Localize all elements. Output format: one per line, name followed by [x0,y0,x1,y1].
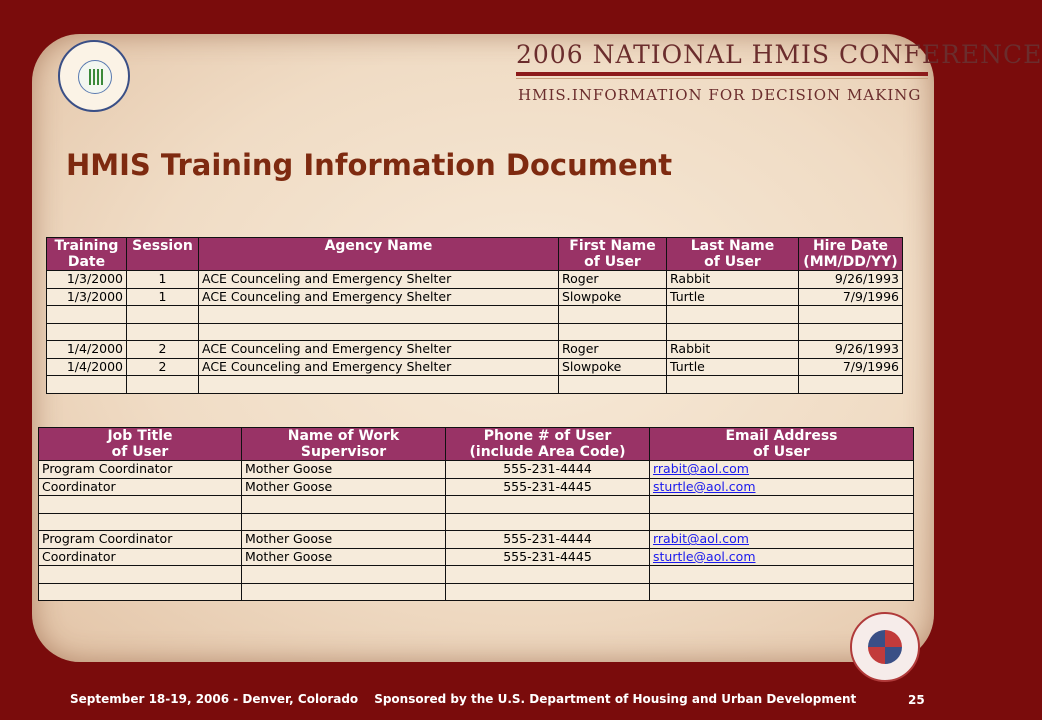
first-name-cell: Roger [559,271,667,289]
document-title: HMIS Training Information Document [66,148,673,182]
training-header-row [47,238,903,271]
table-row [39,513,914,531]
job-title-cell [39,566,242,584]
first-name-cell: Slowpoke [559,288,667,306]
training-date-cell: 1/4/2000 [47,341,127,359]
email-link[interactable]: sturtle@aol.com [653,548,756,564]
conference-title: 2006 NATIONAL HMIS CONFERENCE [516,40,1042,69]
supervisor-cell: Mother Goose [242,548,446,566]
table-row [47,376,903,394]
hire-date-cell: 7/9/1996 [799,358,903,376]
col-job-title: Job Title of User [39,428,242,461]
email-cell [650,531,914,549]
table-row [39,461,914,479]
phone-cell: 555-231-4445 [446,548,650,566]
agency-cell: ACE Counceling and Emergency Shelter [199,358,559,376]
hud-seal-icon [58,40,130,112]
col-session: Session [127,238,199,271]
session-cell [127,323,199,341]
training-date-cell: 1/4/2000 [47,358,127,376]
conference-subtitle: HMIS.INFORMATION FOR DECISION MAKING [518,86,922,104]
table-row [47,358,903,376]
page-number: 25 [908,693,925,707]
first-name-cell: Roger [559,341,667,359]
supervisor-cell: Mother Goose [242,461,446,479]
supervisor-cell [242,583,446,601]
session-cell [127,376,199,394]
email-cell [650,513,914,531]
training-date-cell [47,376,127,394]
table-row [39,548,914,566]
hire-date-cell [799,306,903,324]
footer-sponsor: Sponsored by the U.S. Department of Housing and Urban Development [374,692,857,706]
hire-date-cell [799,376,903,394]
session-cell [127,306,199,324]
col-phone: Phone # of User (include Area Code) [446,428,650,461]
email-cell [650,496,914,514]
first-name-cell [559,376,667,394]
table-row [47,306,903,324]
agency-cell [199,376,559,394]
supervisor-cell: Mother Goose [242,531,446,549]
col-hire-date: Hire Date (MM/DD/YY) [799,238,903,271]
first-name-cell [559,306,667,324]
col-supervisor: Name of Work Supervisor [242,428,446,461]
job-title-cell: Program Coordinator [39,531,242,549]
phone-cell: 555-231-4444 [446,531,650,549]
last-name-cell [667,323,799,341]
email-cell [650,461,914,479]
phone-cell [446,496,650,514]
job-title-cell: Coordinator [39,478,242,496]
job-title-cell: Coordinator [39,548,242,566]
last-name-cell: Turtle [667,288,799,306]
training-date-cell: 1/3/2000 [47,271,127,289]
table-row [39,531,914,549]
phone-cell [446,583,650,601]
last-name-cell: Rabbit [667,341,799,359]
phone-cell [446,513,650,531]
last-name-cell [667,376,799,394]
session-cell: 2 [127,341,199,359]
table-row [39,566,914,584]
job-title-cell [39,496,242,514]
email-link[interactable]: rrabit@aol.com [653,531,749,547]
header-rule [516,72,928,76]
training-date-cell: 1/3/2000 [47,288,127,306]
hire-date-cell: 9/26/1993 [799,341,903,359]
table-row [47,271,903,289]
hire-date-cell [799,323,903,341]
table-row [47,341,903,359]
table-row [47,323,903,341]
first-name-cell: Slowpoke [559,358,667,376]
email-cell [650,566,914,584]
table-row [47,288,903,306]
training-date-cell [47,323,127,341]
agency-cell: ACE Counceling and Emergency Shelter [199,288,559,306]
table-row [39,478,914,496]
contact-table [38,427,914,601]
agency-cell: ACE Counceling and Emergency Shelter [199,341,559,359]
supervisor-cell [242,496,446,514]
training-table [46,237,903,394]
session-cell: 1 [127,271,199,289]
header-rule-thin [516,78,928,79]
footer-event: September 18-19, 2006 - Denver, Colorado [70,692,359,706]
email-cell [650,478,914,496]
supervisor-cell [242,513,446,531]
job-title-cell [39,513,242,531]
training-date-cell [47,306,127,324]
supervisor-cell: Mother Goose [242,478,446,496]
col-first-name: First Name of User [559,238,667,271]
last-name-cell [667,306,799,324]
col-email: Email Address of User [650,428,914,461]
email-cell [650,548,914,566]
session-cell: 2 [127,358,199,376]
email-cell [650,583,914,601]
col-agency-name: Agency Name [199,238,559,271]
job-title-cell [39,583,242,601]
agency-cell: ACE Counceling and Emergency Shelter [199,271,559,289]
last-name-cell: Turtle [667,358,799,376]
job-title-cell: Program Coordinator [39,461,242,479]
email-link[interactable]: sturtle@aol.com [653,478,756,494]
session-cell: 1 [127,288,199,306]
agency-cell [199,323,559,341]
footer [70,692,870,706]
table-row [39,496,914,514]
last-name-cell: Rabbit [667,271,799,289]
table-row [39,583,914,601]
phone-cell: 555-231-4444 [446,461,650,479]
contact-header-row [39,428,914,461]
first-name-cell [559,323,667,341]
col-training-date: Training Date [47,238,127,271]
phone-cell: 555-231-4445 [446,478,650,496]
agency-cell [199,306,559,324]
hire-date-cell: 9/26/1993 [799,271,903,289]
hire-date-cell: 7/9/1996 [799,288,903,306]
phone-cell [446,566,650,584]
supervisor-cell [242,566,446,584]
conference-badge-icon [850,612,920,682]
col-last-name: Last Name of User [667,238,799,271]
email-link[interactable]: rrabit@aol.com [653,461,749,477]
